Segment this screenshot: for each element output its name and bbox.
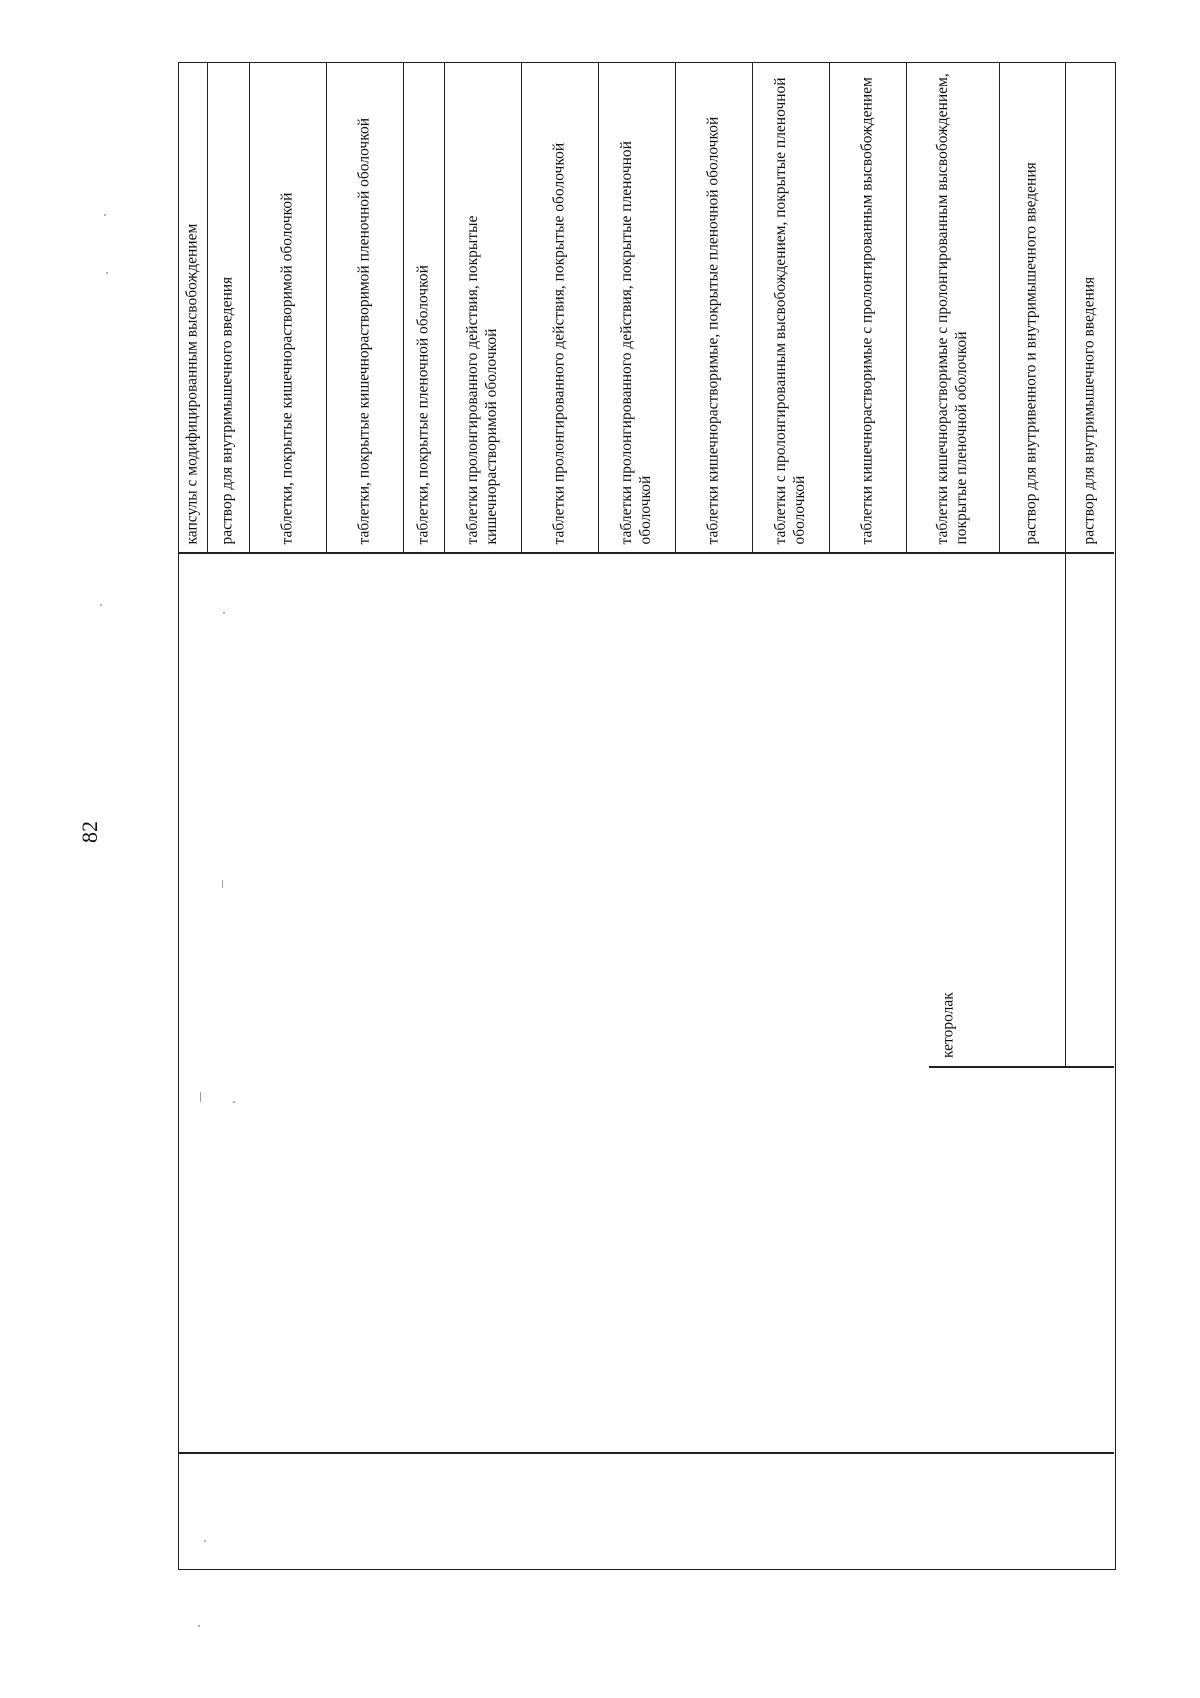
- form-cell: [444, 63, 521, 552]
- form-cell: [179, 63, 207, 552]
- form-cell: [752, 63, 829, 552]
- form-cell: [999, 63, 1065, 552]
- scan-speck: [198, 1625, 200, 1627]
- page-number: 82: [77, 821, 102, 843]
- form-cell: [249, 63, 326, 552]
- scan-speck: [104, 214, 106, 216]
- form-cell: [403, 63, 444, 552]
- form-text: таблетки пролонгированного действия, покрытые пленочной оболочкой: [617, 140, 654, 544]
- row-divider-inn: [929, 1066, 1114, 1068]
- scan-speck: [233, 1101, 235, 1103]
- form-cell: [598, 63, 675, 552]
- scan-speck: [223, 612, 225, 614]
- form-cell: [326, 63, 403, 552]
- form-text: таблетки, покрытые кишечнорастворимой оболочкой: [278, 192, 296, 544]
- form-cell: [675, 63, 752, 552]
- scan-speck: [100, 604, 102, 606]
- form-text: таблетки кишечнорастворимые с пролонгированным высвобождением: [858, 76, 876, 544]
- form-text: раствор для внутримышечного введения: [1080, 276, 1098, 544]
- scan-speck: [106, 272, 108, 274]
- form-cell: [521, 63, 598, 552]
- form-text: капсулы с модифицированным высвобождением: [183, 223, 201, 544]
- form-cell: [906, 63, 999, 552]
- inn-cell: [929, 552, 1114, 1066]
- form-text: таблетки кишечнорастворимые с пролонгированным высвобождением, покрытые пленочной оболочкой: [933, 72, 970, 544]
- drug-table: [178, 62, 1116, 1570]
- form-text: раствор для внутривенного и внутримышечного введения: [1022, 161, 1040, 544]
- inn-name: кеторолак: [939, 992, 957, 1058]
- form-text: таблетки пролонгированного действия, покрытые оболочкой: [550, 142, 568, 544]
- form-text: раствор для внутримышечного введения: [218, 276, 236, 544]
- form-cell: [829, 63, 906, 552]
- column-divider-2: [179, 1452, 1114, 1454]
- scan-speck: [204, 1540, 206, 1542]
- form-text: таблетки кишечнорастворимые, покрытые пленочной оболочкой: [704, 116, 722, 544]
- form-text: таблетки, покрытые кишечнорастворимой пленочной оболочкой: [355, 117, 373, 544]
- form-text: таблетки с пролонгированным высвобождением, покрытые пленочной оболочкой: [771, 76, 808, 544]
- form-cell: [1065, 63, 1114, 552]
- scan-speck: [222, 880, 223, 888]
- form-text: таблетки, покрытые пленочной оболочкой: [414, 264, 432, 544]
- form-cell: [207, 63, 249, 552]
- scan-speck: [200, 1092, 201, 1102]
- form-text: таблетки пролонгированного действия, покрытые кишечнорастворимой оболочкой: [463, 215, 500, 544]
